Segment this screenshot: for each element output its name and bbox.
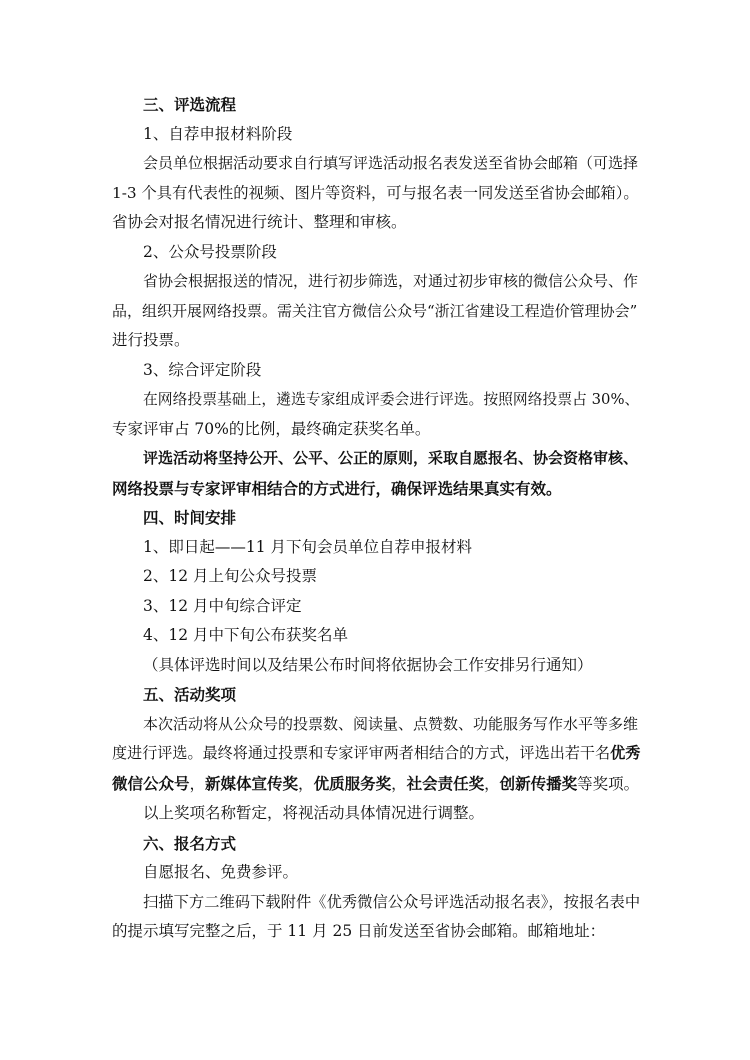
principle-statement: 评选活动将坚持公开、公平、公正的原则，采取自愿报名、协会资格审核、 <box>143 449 639 467</box>
paragraph-line: 本次活动将从公众号的投票数、阅读量、点赞数、功能服务写作水平等多维 <box>143 714 639 733</box>
award-name: 微信公众号 <box>112 773 190 793</box>
paragraph-line: 专家评审占 70%的比例，最终确定获奖名单。 <box>112 419 431 438</box>
schedule-item: 3、12 月中旬综合评定 <box>143 596 302 615</box>
award-name: 优质服务奖 <box>313 773 392 793</box>
paragraph-line: 会员单位根据活动要求自行填写评选活动报名表发送至省协会邮箱（可选择 <box>143 154 639 172</box>
paragraph-text: 度进行评选。最终将通过投票和专家评审两者相结合的方式，评选出若干名 <box>112 744 611 762</box>
paragraph-line: 在网络投票基础上，遴选专家组成评委会进行评选。按照网络投票占 30%、 <box>143 391 640 408</box>
schedule-item: 1、即日起——11 月下旬会员单位自荐申报材料 <box>143 537 473 556</box>
subsection-public-vote: 2、公众号投票阶段 <box>143 242 277 261</box>
document-body <box>112 90 640 947</box>
award-name: 优秀 <box>610 744 641 762</box>
paragraph-text: 等奖项。 <box>577 774 640 793</box>
separator: ， <box>391 774 407 793</box>
paragraph-line <box>112 739 640 769</box>
schedule-item: 2、12 月上旬公众号投票 <box>143 567 318 585</box>
separator: ， <box>298 774 314 793</box>
schedule-note: （具体评选时间以及结果公布时间将依据协会工作安排另行通知） <box>143 655 593 674</box>
paragraph-line: 以上奖项名称暂定，将视活动具体情况进行调整。 <box>143 804 485 822</box>
separator: ， <box>189 774 206 793</box>
paragraph-line: 的提示填写完整之后，于 11 月 25 日前发送至省协会邮箱。邮箱地址： <box>112 922 606 940</box>
principle-statement: 网络投票与专家评审相结合的方式进行，确保评选结果真实有效。 <box>112 478 562 498</box>
section-title-selection-process: 三、评选流程 <box>143 95 237 114</box>
paragraph-line: 进行投票。 <box>112 331 190 349</box>
paragraph-line: 省协会对报名情况进行统计、整理和审核。 <box>112 213 407 231</box>
section-title-awards: 五、活动奖项 <box>143 685 237 704</box>
award-name: 创新传播奖 <box>499 773 578 793</box>
section-title-registration: 六、报名方式 <box>143 833 237 853</box>
award-list-line <box>112 769 640 800</box>
paragraph-line: 自愿报名、免费参评。 <box>143 863 299 881</box>
subsection-self-recommend: 1、自荐申报材料阶段 <box>143 124 293 143</box>
section-title-schedule: 四、时间安排 <box>143 508 237 527</box>
paragraph-line: 品，组织开展网络投票。需关注官方微信公众号“浙江省建设工程造价管理协会” <box>112 301 638 320</box>
paragraph-line: 扫描下方二维码下载附件《优秀微信公众号评选活动报名表》，按报名表中 <box>143 892 641 911</box>
schedule-item: 4、12 月中下旬公布获奖名单 <box>143 626 349 644</box>
subsection-comprehensive-review: 3、综合评定阶段 <box>143 360 262 379</box>
paragraph-line: 省协会根据报送的情况，进行初步筛选，对通过初步审核的微信公众号、作 <box>143 272 639 290</box>
award-name: 新媒体宣传奖 <box>205 773 299 793</box>
separator: ， <box>484 774 500 793</box>
paragraph-line: 1-3 个具有代表性的视频、图片等资料，可与报名表一同发送至省协会邮箱）。 <box>112 183 639 202</box>
award-name: 社会责任奖 <box>406 773 485 793</box>
